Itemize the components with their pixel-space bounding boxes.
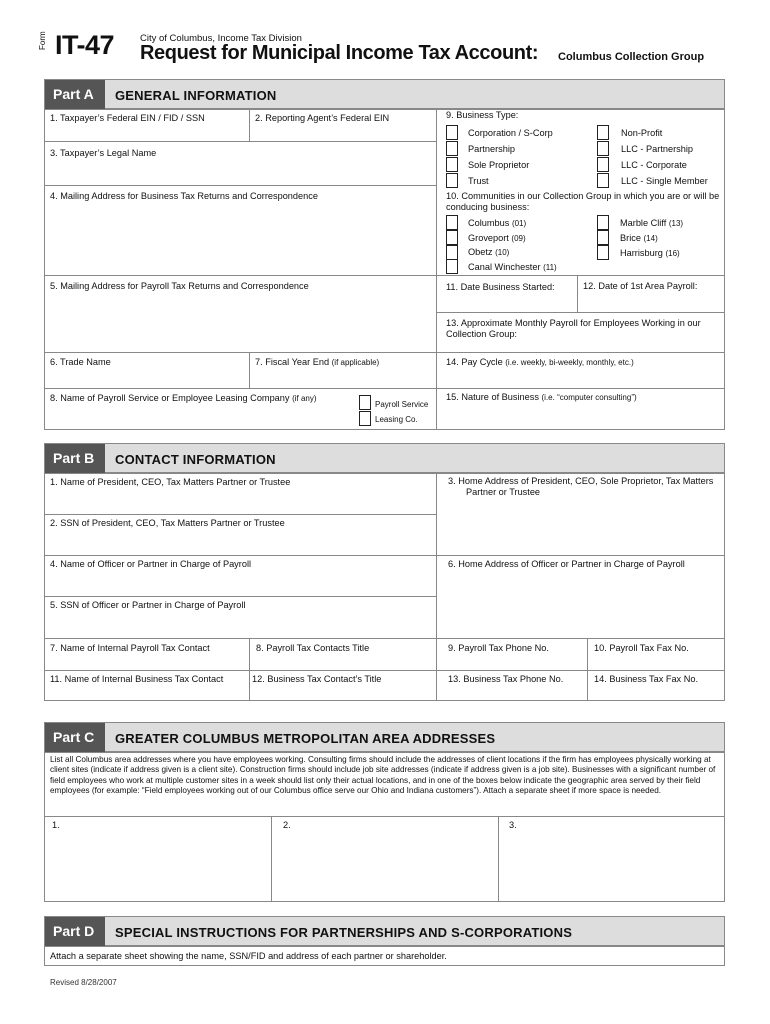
comm-columbus-label: Columbus (01)	[468, 218, 527, 228]
bt-corporation-label: Corporation / S-Corp	[468, 128, 553, 138]
comm-groveport-label: Groveport (09)	[468, 233, 526, 243]
address-3-field[interactable]: 3.	[509, 820, 517, 830]
communities-label: 10. Communities in our Collection Group in which you are or will be conducing business:	[446, 191, 720, 212]
comm-obetz-label: Obetz (10)	[468, 247, 510, 257]
part-c-header	[44, 722, 725, 752]
nature-business-note: (i.e. “computer consulting”)	[541, 393, 637, 402]
part-c-tab: Part C	[45, 723, 105, 753]
payroll-service-note: (if any)	[292, 394, 317, 403]
comm-brice-label: Brice (14)	[620, 233, 658, 243]
payroll-service-label: 8. Name of Payroll Service or Employee Leasing Company	[50, 393, 290, 403]
comm-marble-cliff-label: Marble Cliff (13)	[620, 218, 684, 228]
legal-name-field[interactable]: 3. Taxpayer’s Legal Name	[50, 148, 157, 158]
comm-marble-cliff-checkbox[interactable]	[597, 215, 609, 230]
payroll-service-name-field[interactable]	[50, 393, 317, 404]
comm-harrisburg-checkbox[interactable]	[597, 245, 609, 260]
business-phone-field[interactable]: 13. Business Tax Phone No.	[448, 674, 564, 684]
comm-groveport-checkbox[interactable]	[446, 230, 458, 245]
president-ssn-field[interactable]: 2. SSN of President, CEO, Tax Matters Partner or Trustee	[50, 518, 285, 528]
pay-cycle-field[interactable]	[446, 357, 634, 368]
pay-cycle-note: (i.e. weekly, bi-weekly, monthly, etc.)	[505, 358, 634, 367]
trade-name-field[interactable]: 6. Trade Name	[50, 357, 111, 367]
president-name-field[interactable]: 1. Name of President, CEO, Tax Matters Partner or Trustee	[50, 477, 291, 487]
comm-columbus-checkbox[interactable]	[446, 215, 458, 230]
comm-obetz-checkbox[interactable]	[446, 245, 458, 260]
address-2-field[interactable]: 2.	[283, 820, 291, 830]
nature-business-label: 15. Nature of Business	[446, 392, 539, 402]
bt-llc-corporate-checkbox[interactable]	[597, 157, 609, 172]
business-mailing-address-field[interactable]: 4. Mailing Address for Business Tax Returns and Correspondence	[50, 191, 318, 201]
part-a-title: GENERAL INFORMATION	[115, 88, 277, 103]
revised-date: Revised 8/28/2007	[50, 978, 117, 987]
bt-corporation-checkbox[interactable]	[446, 125, 458, 140]
business-contact-title-field[interactable]: 12. Business Tax Contact’s Title	[252, 674, 382, 684]
leasing-co-checkbox[interactable]	[359, 411, 371, 426]
agency-name: City of Columbus, Income Tax Division	[140, 33, 302, 44]
business-type-label: 9. Business Type:	[446, 110, 519, 120]
bt-sole-proprietor-label: Sole Proprietor	[468, 160, 530, 170]
payroll-fax-field[interactable]: 10. Payroll Tax Fax No.	[594, 643, 689, 653]
bt-nonprofit-checkbox[interactable]	[597, 125, 609, 140]
part-b-grid	[44, 473, 725, 701]
nature-of-business-field[interactable]	[446, 392, 637, 403]
part-c-instructions: List all Columbus area addresses where you have employees working. Consulting firms should include the addresses of client locations if the firm has employees physically working at client sites (indicate if address given is a client site). Construction firms should include job site addresses (indicate if address given is a job site). Businesses with a significant number of field employees who work at multiple customer sites in a week should list only their actual locations, and in one of the boxes below indicate the geographic area served by their field employees (for example: “Field employees working out of our Columbus office serve our Ohio and Indiana customers”). Attach a separate sheet if more space is needed.	[50, 755, 716, 796]
bt-sole-proprietor-checkbox[interactable]	[446, 157, 458, 172]
part-b-title: CONTACT INFORMATION	[115, 452, 276, 467]
bt-partnership-label: Partnership	[468, 144, 515, 154]
payroll-contact-title-field[interactable]: 8. Payroll Tax Contacts Title	[256, 643, 370, 653]
part-c-title: GREATER COLUMBUS METROPOLITAN AREA ADDRESSES	[115, 731, 496, 746]
form-subtitle: Columbus Collection Group	[558, 51, 705, 63]
part-d-instructions: Attach a separate sheet showing the name, SSN/FID and address of each partner or shareholder.	[50, 951, 447, 961]
part-a-tab: Part A	[45, 80, 105, 110]
part-b-header	[44, 443, 725, 473]
comm-harrisburg-label: Harrisburg (16)	[620, 248, 680, 258]
bt-nonprofit-label: Non-Profit	[621, 128, 663, 138]
bt-llc-partnership-label: LLC - Partnership	[621, 144, 694, 154]
payroll-contact-name-field[interactable]: 7. Name of Internal Payroll Tax Contact	[50, 643, 210, 653]
part-d-title: SPECIAL INSTRUCTIONS FOR PARTNERSHIPS AND S-CORPORATIONS	[115, 925, 573, 940]
comm-brice-checkbox[interactable]	[597, 230, 609, 245]
bt-llc-single-checkbox[interactable]	[597, 173, 609, 188]
fiscal-year-label: 7. Fiscal Year End	[255, 357, 330, 367]
payroll-service-option-label: Payroll Service	[375, 400, 429, 409]
bt-trust-label: Trust	[468, 176, 489, 186]
address-1-field[interactable]: 1.	[52, 820, 60, 830]
business-fax-field[interactable]: 14. Business Tax Fax No.	[594, 674, 699, 684]
form-word: Form	[38, 31, 47, 50]
form-title: Request for Municipal Income Tax Account:	[140, 42, 539, 64]
date-business-started-field[interactable]: 11. Date Business Started:	[446, 282, 555, 292]
payroll-mailing-address-field[interactable]: 5. Mailing Address for Payroll Tax Returns and Correspondence	[50, 281, 309, 291]
form-number: IT-47	[55, 30, 115, 60]
bt-trust-checkbox[interactable]	[446, 173, 458, 188]
bt-llc-corporate-label: LLC - Corporate	[621, 160, 687, 170]
pay-cycle-label: 14. Pay Cycle	[446, 357, 503, 367]
fiscal-year-note: (if applicable)	[331, 358, 380, 367]
monthly-payroll-field[interactable]: 13. Approximate Monthly Payroll for Employees Working in our Collection Group:	[446, 318, 701, 339]
taxpayer-ein-field[interactable]: 1. Taxpayer’s Federal EIN / FID / SSN	[50, 113, 205, 123]
bt-partnership-checkbox[interactable]	[446, 141, 458, 156]
fiscal-year-end-field[interactable]	[255, 357, 379, 368]
leasing-co-option-label: Leasing Co.	[375, 415, 418, 424]
comm-canal-winchester-checkbox[interactable]	[446, 259, 458, 274]
part-a-header	[44, 79, 725, 109]
payroll-officer-name-field[interactable]: 4. Name of Officer or Partner in Charge of Payroll	[50, 559, 252, 569]
business-contact-name-field[interactable]: 11. Name of Internal Business Tax Contact	[50, 674, 224, 684]
comm-canal-winchester-label: Canal Winchester (11)	[468, 262, 557, 272]
bt-llc-partnership-checkbox[interactable]	[597, 141, 609, 156]
payroll-officer-ssn-field[interactable]: 5. SSN of Officer or Partner in Charge of Payroll	[50, 600, 246, 610]
payroll-phone-field[interactable]: 9. Payroll Tax Phone No.	[448, 643, 549, 653]
payroll-service-checkbox[interactable]	[359, 395, 371, 410]
date-first-payroll-field[interactable]: 12. Date of 1st Area Payroll:	[583, 281, 698, 291]
bt-llc-single-label: LLC - Single Member	[621, 176, 708, 186]
part-d-header	[44, 916, 725, 946]
payroll-officer-address-field[interactable]: 6. Home Address of Officer or Partner in Charge of Payroll	[448, 559, 685, 569]
part-d-tab: Part D	[45, 917, 105, 947]
reporting-agent-ein-field[interactable]: 2. Reporting Agent’s Federal EIN	[255, 113, 390, 123]
president-address-field[interactable]: 3. Home Address of President, CEO, Sole Proprietor, Tax Matters Partner or Trustee	[448, 476, 714, 497]
part-b-tab: Part B	[45, 444, 105, 474]
